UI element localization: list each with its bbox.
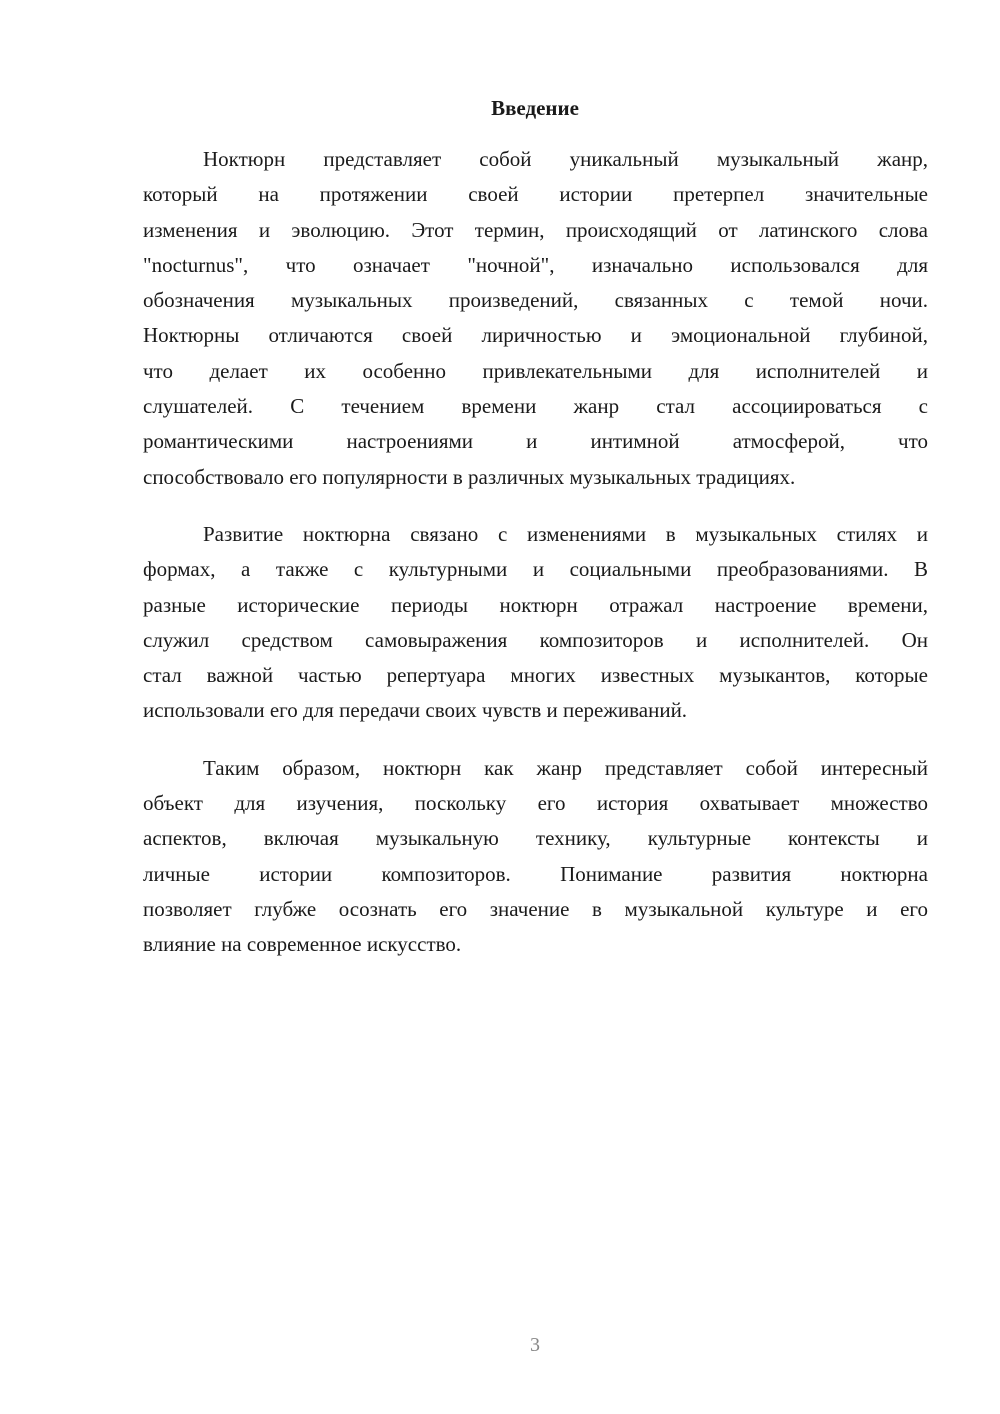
text-line: аспектов, включая музыкальную технику, культурные контексты и [143,826,928,851]
text-line: Таким образом, ноктюрн как жанр представляет собой интересный [203,755,928,780]
text-line: Развитие ноктюрна связано с изменениями в музыкальных стилях и [203,521,928,546]
text-line: разные исторические периоды ноктюрн отражал настроение времени, [143,592,928,617]
text-line: способствовало его популярности в различных музыкальных традициях. [143,464,796,489]
text-line: обозначения музыкальных произведений, связанных с темой ночи. [143,288,928,313]
body-text [143,142,928,985]
page-number: 3 [530,1334,540,1356]
text-line: Ноктюрн представляет собой уникальный музыкальный жанр, [203,147,928,171]
text-line: использовали его для передачи своих чувств и переживаний. [143,698,688,723]
text-line: служил средством самовыражения композиторов и исполнителей. Он [143,627,928,652]
text-line: стал важной частью репертуара многих известных музыкантов, которые [143,663,928,688]
paragraph [143,142,928,495]
text-line: изменения и эволюцию. Этот термин, происходящий от латинского слова [143,217,928,242]
text-line: что делает их особенно привлекательными для исполнителей и [143,358,928,383]
text-line: романтическими настроениями и интимной атмосферой, что [143,429,928,454]
paragraph [143,751,928,963]
text-line: Ноктюрны отличаются своей лиричностью и эмоциональной глубиной, [143,323,928,348]
text-line: личные истории композиторов. Понимание развития ноктюрна [143,861,928,886]
section-title: Введение [491,96,579,120]
text-line: слушателей. С течением времени жанр стал ассоциироваться с [143,394,928,419]
text-line: который на протяжении своей истории претерпел значительные [143,182,928,207]
text-line: "nocturnus", что означает "ночной", изначально использовался для [143,252,928,277]
text-line: влияние на современное искусство. [143,932,462,957]
paragraph [143,517,928,729]
text-line: формах, а также с культурными и социальными преобразованиями. В [143,557,928,582]
text-line: позволяет глубже осознать его значение в музыкальной культуре и его [143,896,928,921]
text-line: объект для изучения, поскольку его история охватывает множество [143,791,928,816]
